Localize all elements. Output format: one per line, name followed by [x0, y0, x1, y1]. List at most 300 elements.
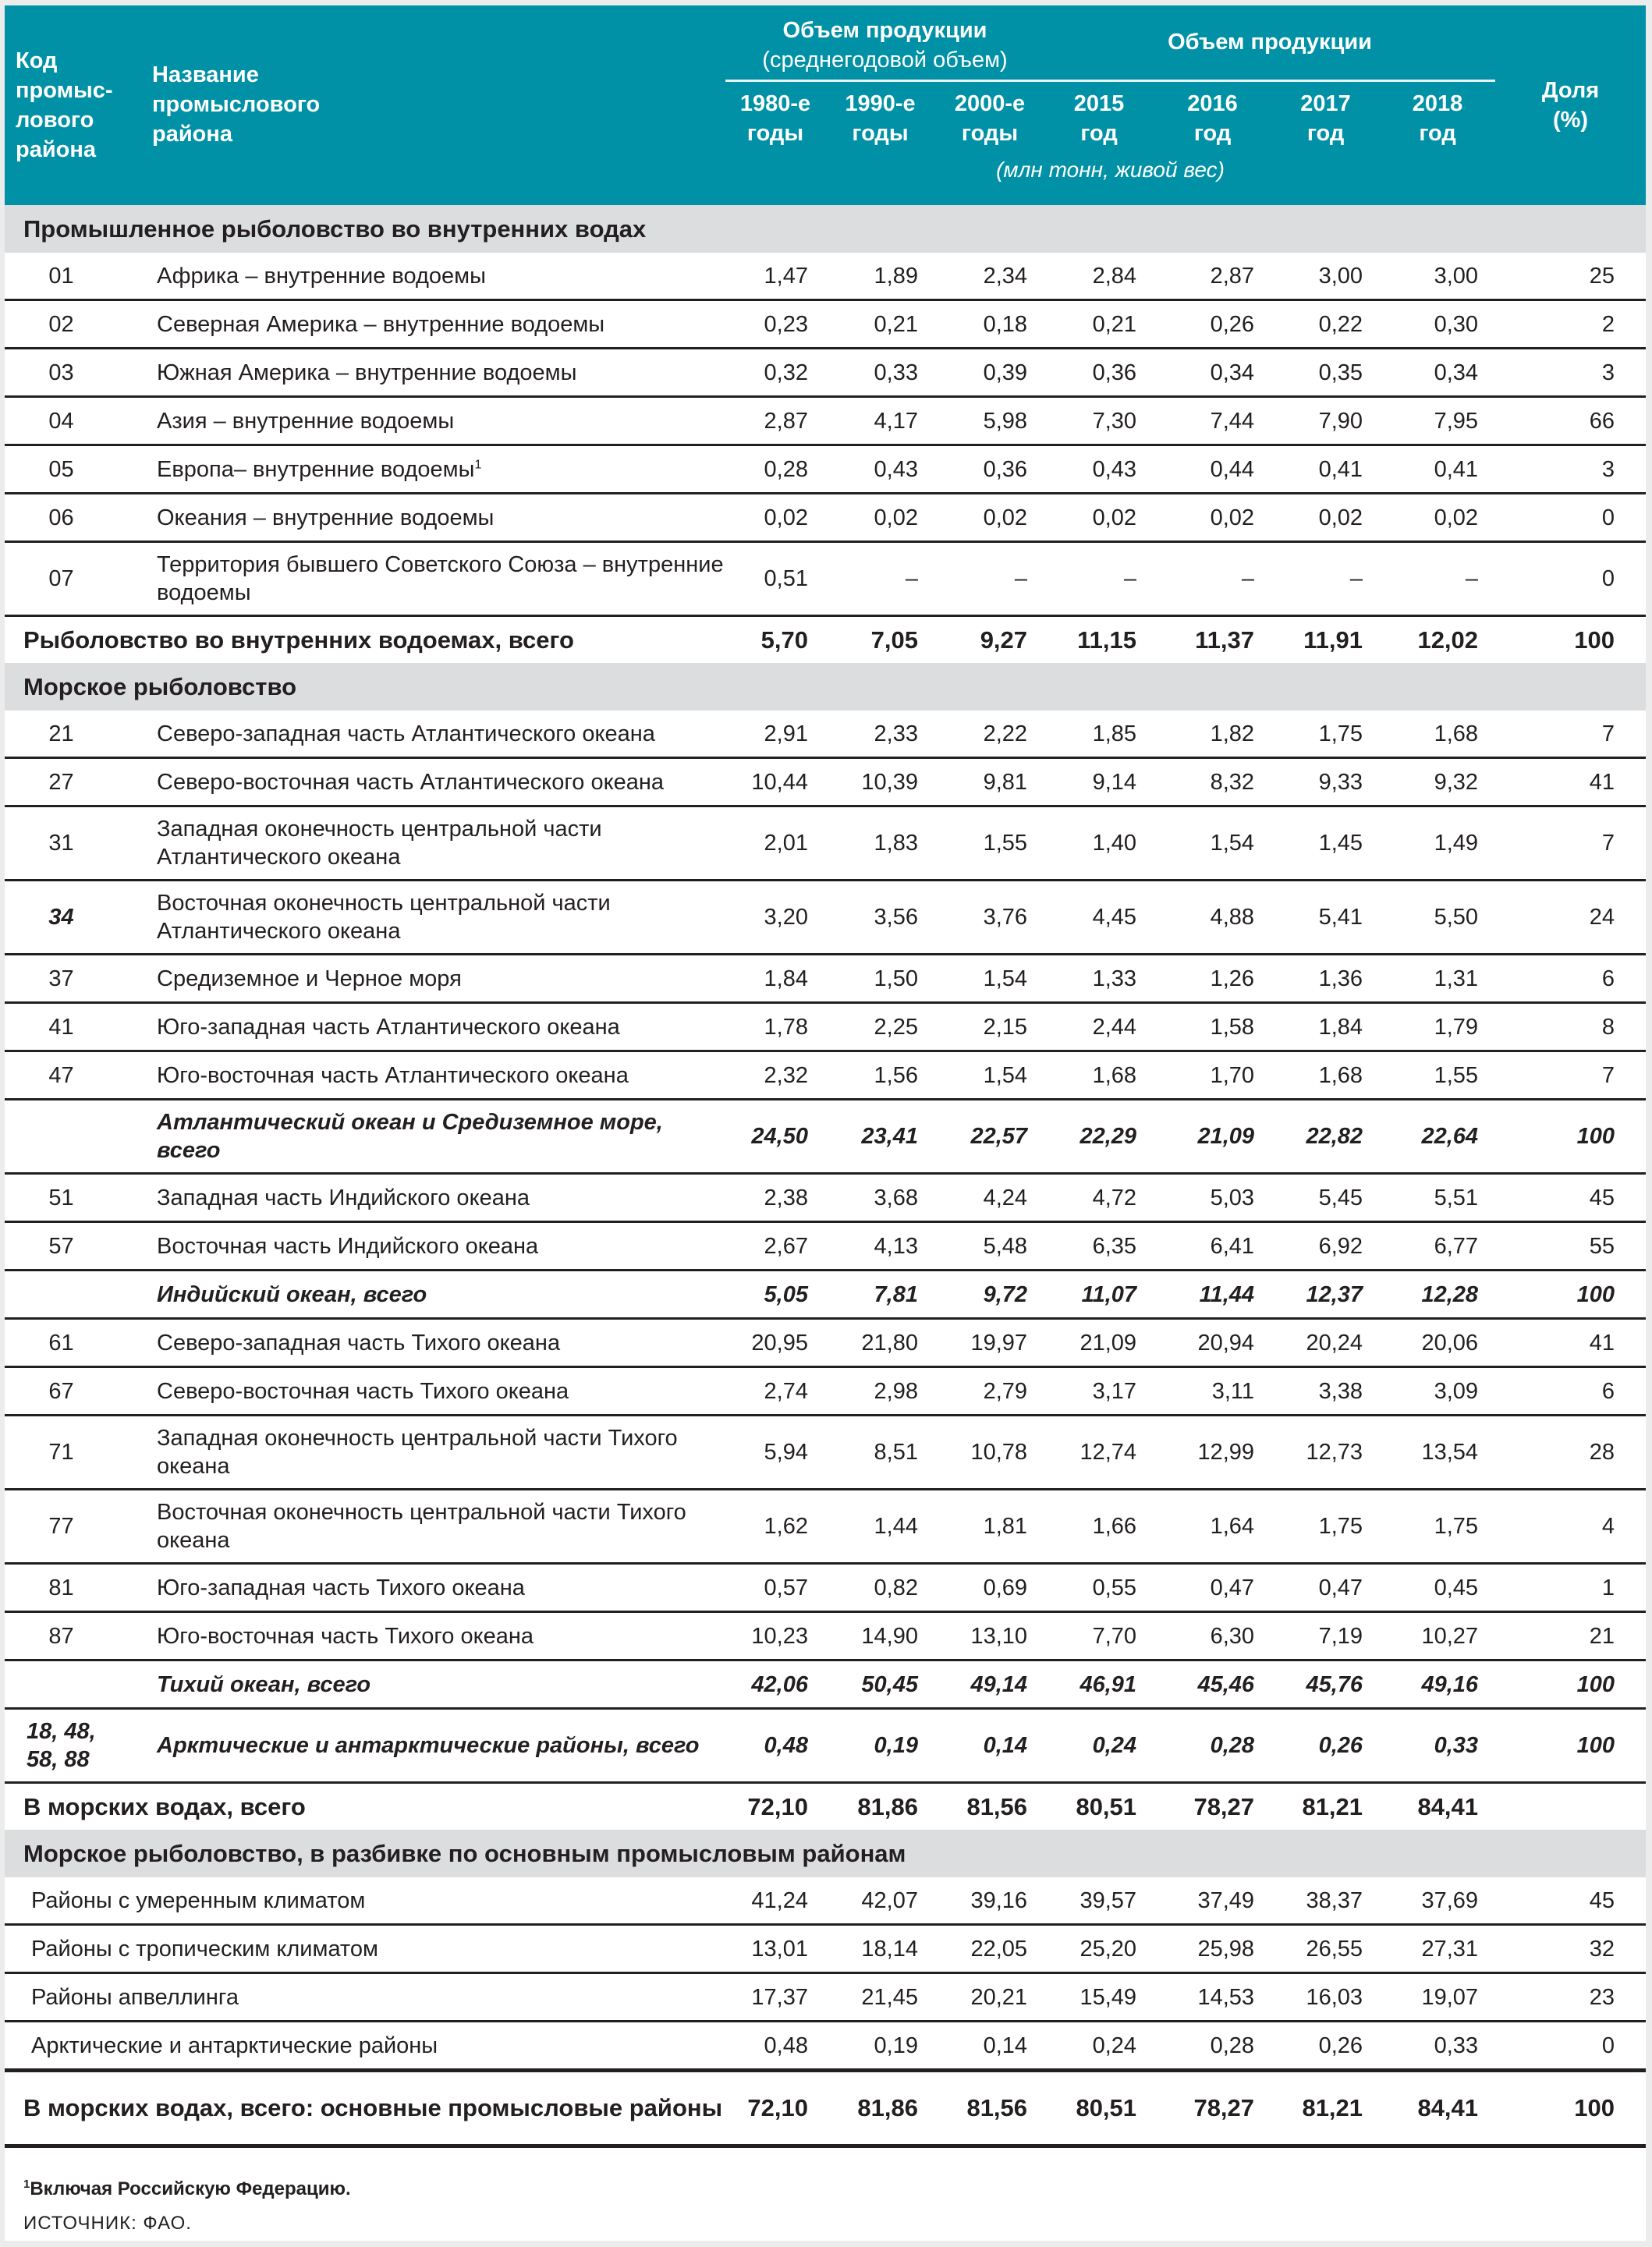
- footnotes: [23, 2176, 351, 2237]
- table-row: [5, 955, 1646, 1003]
- value-cell: 2,33: [825, 711, 935, 758]
- value-cell: 0,02: [935, 494, 1044, 542]
- value-cell: 0,26: [1271, 1709, 1380, 1783]
- value-cell: 20,95: [725, 1319, 825, 1367]
- value-cell: 0,28: [1154, 1709, 1271, 1783]
- share-cell: 28: [1495, 1416, 1646, 1490]
- value-cell: 72,10: [725, 2071, 825, 2146]
- value-cell: 4,88: [1154, 881, 1271, 955]
- value-cell: 80,51: [1044, 2071, 1154, 2146]
- row-code: 04: [5, 397, 141, 445]
- value-cell: 20,24: [1271, 1319, 1380, 1367]
- value-cell: –: [1154, 542, 1271, 616]
- header-col-2016: 2016 год: [1154, 80, 1271, 155]
- value-cell: 5,50: [1380, 881, 1495, 955]
- value-cell: 1,89: [825, 253, 935, 300]
- page-border: [0, 0, 1652, 5]
- value-cell: 0,02: [825, 494, 935, 542]
- value-cell: 1,55: [1380, 1051, 1495, 1100]
- value-cell: 0,28: [725, 445, 825, 494]
- value-cell: 5,45: [1271, 1174, 1380, 1222]
- table-row: [5, 1051, 1646, 1100]
- value-cell: 1,55: [935, 806, 1044, 881]
- share-cell: 8: [1495, 1003, 1646, 1051]
- value-cell: 5,05: [725, 1271, 825, 1319]
- row-name-text: Средиземное и Черное моря: [157, 966, 462, 991]
- value-cell: 0,26: [1154, 300, 1271, 349]
- row-name: В морских водах, всего: [23, 1792, 306, 1820]
- value-cell: 17,37: [725, 1973, 825, 2022]
- fisheries-table: [5, 5, 1646, 2148]
- value-cell: 1,68: [1380, 711, 1495, 758]
- row-name-text: Азия – внутренние водоемы: [157, 408, 455, 434]
- value-cell: 3,68: [825, 1174, 935, 1222]
- table-row: [5, 806, 1646, 881]
- value-cell: 0,43: [825, 445, 935, 494]
- row-name-text: Океания – внутренние водоемы: [157, 505, 495, 530]
- row-code: 05: [5, 445, 141, 494]
- value-cell: 1,49: [1380, 806, 1495, 881]
- value-cell: 45,46: [1154, 1660, 1271, 1709]
- table-row: [5, 1612, 1646, 1660]
- value-cell: 20,21: [935, 1973, 1044, 2022]
- row-code: 61: [5, 1319, 141, 1367]
- row-name-text: Северо-восточная часть Атлантического океана: [157, 769, 664, 795]
- table-row: [5, 300, 1646, 349]
- value-cell: 5,03: [1154, 1174, 1271, 1222]
- value-cell: 0,34: [1154, 349, 1271, 397]
- row-code: 51: [5, 1174, 141, 1222]
- value-cell: 7,95: [1380, 397, 1495, 445]
- value-cell: 0,02: [1380, 494, 1495, 542]
- value-cell: 3,76: [935, 881, 1044, 955]
- table-row: [5, 397, 1646, 445]
- row-code: 47: [5, 1051, 141, 1100]
- value-cell: 20,06: [1380, 1319, 1495, 1367]
- row-name-text: Южная Америка – внутренние водоемы: [157, 360, 577, 385]
- page-border: [1646, 0, 1652, 2247]
- section-header: [5, 1830, 1646, 1877]
- value-cell: 2,67: [725, 1222, 825, 1271]
- header-col-2000s: 2000-е годы: [935, 80, 1044, 155]
- value-cell: 12,37: [1271, 1271, 1380, 1319]
- value-cell: 0,19: [825, 2022, 935, 2071]
- value-cell: 6,77: [1380, 1222, 1495, 1271]
- table-row: [5, 711, 1646, 758]
- row-name: [141, 806, 725, 881]
- row-code: [5, 1100, 141, 1174]
- value-cell: 37,49: [1154, 1877, 1271, 1925]
- row-code: 06: [5, 494, 141, 542]
- value-cell: 81,56: [966, 1792, 1028, 1820]
- header-name: Название промыслового района: [141, 5, 725, 205]
- value-cell: 7,19: [1271, 1612, 1380, 1660]
- value-cell: 0,02: [725, 494, 825, 542]
- row-name: [141, 1660, 725, 1709]
- value-cell: 0,45: [1380, 1564, 1495, 1612]
- value-cell: 19,97: [935, 1319, 1044, 1367]
- value-cell: 13,54: [1380, 1416, 1495, 1490]
- footnote-mark: 1: [474, 457, 482, 471]
- value-cell: 2,15: [935, 1003, 1044, 1051]
- row-name-text: Юго-западная часть Тихого океана: [157, 1575, 525, 1600]
- row-name: [141, 1222, 725, 1271]
- value-cell: 0,21: [1044, 300, 1154, 349]
- share-cell: 100: [1495, 1660, 1646, 1709]
- value-cell: 4,72: [1044, 1174, 1154, 1222]
- header-col-2015: 2015 год: [1044, 80, 1154, 155]
- total-row: [5, 1783, 1646, 1831]
- value-cell: 37,69: [1380, 1877, 1495, 1925]
- value-cell: 1,40: [1044, 806, 1154, 881]
- share-cell: 0: [1495, 494, 1646, 542]
- value-cell: 39,57: [1044, 1877, 1154, 1925]
- source-note: ИСТОЧНИК: ФАО.: [23, 2213, 192, 2234]
- value-cell: 1,47: [725, 253, 825, 300]
- value-cell: 9,27: [980, 626, 1028, 654]
- row-name: [141, 1100, 725, 1174]
- value-cell: 0,19: [825, 1709, 935, 1783]
- value-cell: 11,44: [1154, 1271, 1271, 1319]
- value-cell: 8,32: [1154, 758, 1271, 806]
- value-cell: 4,17: [825, 397, 935, 445]
- row-code: 18, 48, 58, 88: [5, 1709, 141, 1783]
- value-cell: 4,24: [935, 1174, 1044, 1222]
- value-cell: 50,45: [825, 1660, 935, 1709]
- value-cell: 7,44: [1154, 397, 1271, 445]
- table-row: [5, 881, 1646, 955]
- value-cell: 1,45: [1271, 806, 1380, 881]
- value-cell: 1,33: [1044, 955, 1154, 1003]
- row-name-text: Территория бывшего Советского Союза – внутренние водоемы: [157, 552, 724, 605]
- section-title: Морское рыболовство, в разбивке по основным промысловым районам: [5, 1830, 1646, 1877]
- section-header: [5, 205, 1646, 253]
- header-code: Код промыс-лового района: [5, 5, 141, 205]
- value-cell: 81,86: [857, 1792, 918, 1820]
- value-cell: 2,38: [725, 1174, 825, 1222]
- value-cell: –: [1271, 542, 1380, 616]
- share-cell: 2: [1495, 300, 1646, 349]
- row-name: [141, 397, 725, 445]
- value-cell: 4,13: [825, 1222, 935, 1271]
- value-cell: 0,18: [935, 300, 1044, 349]
- page-border: [0, 2241, 1652, 2247]
- row-name: Районы с тропическим климатом: [5, 1925, 725, 1973]
- value-cell: 80,51: [1076, 1792, 1137, 1820]
- value-cell: 1,78: [725, 1003, 825, 1051]
- row-name-text: Тихий океан, всего: [157, 1671, 371, 1697]
- value-cell: 2,22: [935, 711, 1044, 758]
- value-cell: 1,84: [725, 955, 825, 1003]
- table-row: [5, 1564, 1646, 1612]
- value-cell: 39,16: [935, 1877, 1044, 1925]
- row-name-text: Арктические и антарктические районы, всего: [157, 1733, 700, 1758]
- footnote-1: $^1$Включая Российскую Федерацию.: [23, 2178, 351, 2199]
- value-cell: 0,57: [725, 1564, 825, 1612]
- table-row: [5, 1003, 1646, 1051]
- value-cell: 0,26: [1271, 2022, 1380, 2071]
- section-title: Промышленное рыболовство во внутренних водах: [5, 205, 1646, 253]
- table-row: [5, 1925, 1646, 1973]
- row-code: 57: [5, 1222, 141, 1271]
- table-header: [5, 5, 1646, 205]
- value-cell: 72,10: [747, 1792, 808, 1820]
- value-cell: 0,14: [935, 1709, 1044, 1783]
- value-cell: 14,53: [1154, 1973, 1271, 2022]
- table-row: [5, 1319, 1646, 1367]
- row-code: 87: [5, 1612, 141, 1660]
- value-cell: 0,22: [1271, 300, 1380, 349]
- row-code: 31: [5, 806, 141, 881]
- value-cell: 0,48: [725, 1709, 825, 1783]
- value-cell: 2,32: [725, 1051, 825, 1100]
- value-cell: 0,47: [1154, 1564, 1271, 1612]
- value-cell: 2,87: [725, 397, 825, 445]
- row-name-text: Северная Америка – внутренние водоемы: [157, 311, 605, 337]
- row-name-text: Юго-западная часть Атлантического океана: [157, 1014, 620, 1040]
- grand-total-row: [5, 2071, 1646, 2146]
- row-name-text: Африка – внутренние водоемы: [157, 263, 486, 289]
- value-cell: 84,41: [1417, 1792, 1479, 1820]
- share-cell: 6: [1495, 955, 1646, 1003]
- table-row: [5, 253, 1646, 300]
- row-code: 03: [5, 349, 141, 397]
- value-cell: 5,70: [760, 626, 808, 654]
- share-cell: 21: [1495, 1612, 1646, 1660]
- value-cell: 3,11: [1154, 1367, 1271, 1416]
- value-cell: 0,35: [1271, 349, 1380, 397]
- row-name-text: Индийский океан, всего: [157, 1281, 427, 1307]
- subtotal-row: [5, 1271, 1646, 1319]
- value-cell: 0,36: [935, 445, 1044, 494]
- value-cell: 0,30: [1380, 300, 1495, 349]
- row-name-text: Европа– внутренние водоемы: [157, 456, 475, 482]
- share-cell: 7: [1495, 1051, 1646, 1100]
- value-cell: 1,31: [1380, 955, 1495, 1003]
- share-cell: 7: [1495, 806, 1646, 881]
- value-cell: 81,21: [1271, 2071, 1380, 2146]
- value-cell: 7,30: [1044, 397, 1154, 445]
- row-name-text: Восточная оконечность центральной части Атлантического океана: [157, 891, 611, 944]
- value-cell: 3,00: [1271, 253, 1380, 300]
- row-name: [141, 881, 725, 955]
- value-cell: 0,33: [1380, 2022, 1495, 2071]
- value-cell: 42,07: [825, 1877, 935, 1925]
- header-group-average-title: Объем продукции: [782, 17, 987, 43]
- value-cell: 3,38: [1271, 1367, 1380, 1416]
- value-cell: 22,64: [1380, 1100, 1495, 1174]
- value-cell: 7,70: [1044, 1612, 1154, 1660]
- value-cell: 38,37: [1271, 1877, 1380, 1925]
- value-cell: 9,14: [1044, 758, 1154, 806]
- value-cell: 1,36: [1271, 955, 1380, 1003]
- value-cell: 0,82: [825, 1564, 935, 1612]
- row-name-text: Западная оконечность центральной части Тихого океана: [157, 1426, 678, 1479]
- value-cell: –: [935, 542, 1044, 616]
- value-cell: 81,56: [935, 2071, 1044, 2146]
- value-cell: 19,07: [1380, 1973, 1495, 2022]
- share-cell: 55: [1495, 1222, 1646, 1271]
- subtotal-row: [5, 1709, 1646, 1783]
- value-cell: 5,48: [935, 1222, 1044, 1271]
- table-row: [5, 1174, 1646, 1222]
- header-group-years: Объем продукции: [1044, 5, 1495, 80]
- row-name-text: Восточная оконечность центральной части Тихого океана: [157, 1500, 686, 1553]
- row-code: 34: [5, 881, 141, 955]
- value-cell: 4,45: [1044, 881, 1154, 955]
- value-cell: 10,78: [935, 1416, 1044, 1490]
- table-row: [5, 542, 1646, 616]
- row-code: 41: [5, 1003, 141, 1051]
- row-name: [141, 1174, 725, 1222]
- subtotal-row: [5, 1660, 1646, 1709]
- value-cell: 0,47: [1271, 1564, 1380, 1612]
- table-row: [5, 1222, 1646, 1271]
- value-cell: 3,20: [725, 881, 825, 955]
- value-cell: 5,51: [1380, 1174, 1495, 1222]
- row-name-text: Атлантический океан и Средиземное море, всего: [157, 1110, 663, 1163]
- value-cell: 0,33: [1380, 1709, 1495, 1783]
- section-title: Морское рыболовство: [5, 663, 1646, 711]
- value-cell: 1,70: [1154, 1051, 1271, 1100]
- row-name: [141, 1319, 725, 1367]
- row-name: [141, 955, 725, 1003]
- value-cell: 2,84: [1044, 253, 1154, 300]
- value-cell: 1,81: [935, 1490, 1044, 1564]
- value-cell: 25,98: [1154, 1925, 1271, 1973]
- row-name-text: Северо-западная часть Атлантического океана: [157, 721, 655, 746]
- value-cell: 21,80: [825, 1319, 935, 1367]
- value-cell: 0,24: [1044, 2022, 1154, 2071]
- share-cell: 32: [1495, 1925, 1646, 1973]
- row-name: [141, 1612, 725, 1660]
- value-cell: 6,41: [1154, 1222, 1271, 1271]
- row-name: [141, 1367, 725, 1416]
- row-code: [5, 1660, 141, 1709]
- value-cell: 6,35: [1044, 1222, 1154, 1271]
- header-col-2018: 2018 год: [1380, 80, 1495, 155]
- table-row: [5, 1877, 1646, 1925]
- value-cell: 22,57: [935, 1100, 1044, 1174]
- share-cell: 25: [1495, 253, 1646, 300]
- value-cell: 21,09: [1154, 1100, 1271, 1174]
- value-cell: 3,00: [1380, 253, 1495, 300]
- total-row: [5, 616, 1646, 664]
- value-cell: 0,36: [1044, 349, 1154, 397]
- value-cell: 2,01: [725, 806, 825, 881]
- header-col-1990s: 1990-е годы: [825, 80, 935, 155]
- row-name: [141, 1051, 725, 1100]
- value-cell: 9,32: [1380, 758, 1495, 806]
- value-cell: 0,41: [1380, 445, 1495, 494]
- row-name-text: Северо-западная часть Тихого океана: [157, 1330, 561, 1356]
- value-cell: 0,28: [1154, 2022, 1271, 2071]
- value-cell: 21,45: [825, 1973, 935, 2022]
- value-cell: 1,66: [1044, 1490, 1154, 1564]
- row-name: [141, 445, 725, 494]
- value-cell: 1,44: [825, 1490, 935, 1564]
- row-name: [141, 349, 725, 397]
- value-cell: 27,31: [1380, 1925, 1495, 1973]
- value-cell: 3,09: [1380, 1367, 1495, 1416]
- row-name: Рыболовство во внутренних водоемах, всего: [23, 626, 574, 654]
- value-cell: –: [1380, 542, 1495, 616]
- row-name-text: Юго-восточная часть Атлантического океана: [157, 1062, 629, 1088]
- share-cell: 0: [1495, 542, 1646, 616]
- value-cell: 42,06: [725, 1660, 825, 1709]
- value-cell: 0,39: [935, 349, 1044, 397]
- row-name: [141, 542, 725, 616]
- row-code: 81: [5, 1564, 141, 1612]
- value-cell: 0,55: [1044, 1564, 1154, 1612]
- row-name: [141, 300, 725, 349]
- value-cell: 1,83: [825, 806, 935, 881]
- value-cell: 3,17: [1044, 1367, 1154, 1416]
- share-cell: 45: [1495, 1174, 1646, 1222]
- value-cell: 7,81: [825, 1271, 935, 1319]
- share-cell: 45: [1495, 1877, 1646, 1925]
- value-cell: 23,41: [825, 1100, 935, 1174]
- value-cell: 2,74: [725, 1367, 825, 1416]
- value-cell: 8,51: [825, 1416, 935, 1490]
- share-cell: 41: [1495, 758, 1646, 806]
- share-cell: 23: [1495, 1973, 1646, 2022]
- header-col-1980s: 1980-е годы: [725, 80, 825, 155]
- value-cell: 0,41: [1271, 445, 1380, 494]
- value-cell: 0,02: [1154, 494, 1271, 542]
- value-cell: 21,09: [1044, 1319, 1154, 1367]
- row-code: 02: [5, 300, 141, 349]
- header-group-average: [725, 5, 1044, 80]
- share-cell: 4: [1495, 1490, 1646, 1564]
- value-cell: 6,30: [1154, 1612, 1271, 1660]
- value-cell: 1,68: [1271, 1051, 1380, 1100]
- value-cell: 0,02: [1271, 494, 1380, 542]
- value-cell: 0,23: [725, 300, 825, 349]
- share-cell: 100: [1495, 1100, 1646, 1174]
- value-cell: 11,15: [1077, 626, 1137, 654]
- table-row: [5, 349, 1646, 397]
- value-cell: 12,28: [1380, 1271, 1495, 1319]
- value-cell: 13,01: [725, 1925, 825, 1973]
- row-code: 67: [5, 1367, 141, 1416]
- value-cell: 9,72: [935, 1271, 1044, 1319]
- value-cell: 15,49: [1044, 1973, 1154, 2022]
- value-cell: 12,74: [1044, 1416, 1154, 1490]
- row-name: [141, 1564, 725, 1612]
- value-cell: 7,90: [1271, 397, 1380, 445]
- row-name-text: Юго-восточная часть Тихого океана: [157, 1623, 534, 1649]
- value-cell: 1,85: [1044, 711, 1154, 758]
- row-name: [141, 1709, 725, 1783]
- share-cell: 6: [1495, 1367, 1646, 1416]
- value-cell: 12,02: [1417, 626, 1479, 654]
- value-cell: 46,91: [1044, 1660, 1154, 1709]
- share-cell: 100: [1495, 1271, 1646, 1319]
- value-cell: 1,82: [1154, 711, 1271, 758]
- value-cell: 2,87: [1154, 253, 1271, 300]
- table-row: [5, 1490, 1646, 1564]
- value-cell: 0,48: [725, 2022, 825, 2071]
- value-cell: 22,05: [935, 1925, 1044, 1973]
- value-cell: 10,27: [1380, 1612, 1495, 1660]
- row-name-text: Западная оконечность центральной части Атлантического океана: [157, 817, 602, 870]
- header-col-2017: 2017 год: [1271, 80, 1380, 155]
- value-cell: 1,75: [1271, 1490, 1380, 1564]
- row-name: [141, 1416, 725, 1490]
- row-name-text: Восточная часть Индийского океана: [157, 1233, 539, 1259]
- table-row: [5, 1416, 1646, 1490]
